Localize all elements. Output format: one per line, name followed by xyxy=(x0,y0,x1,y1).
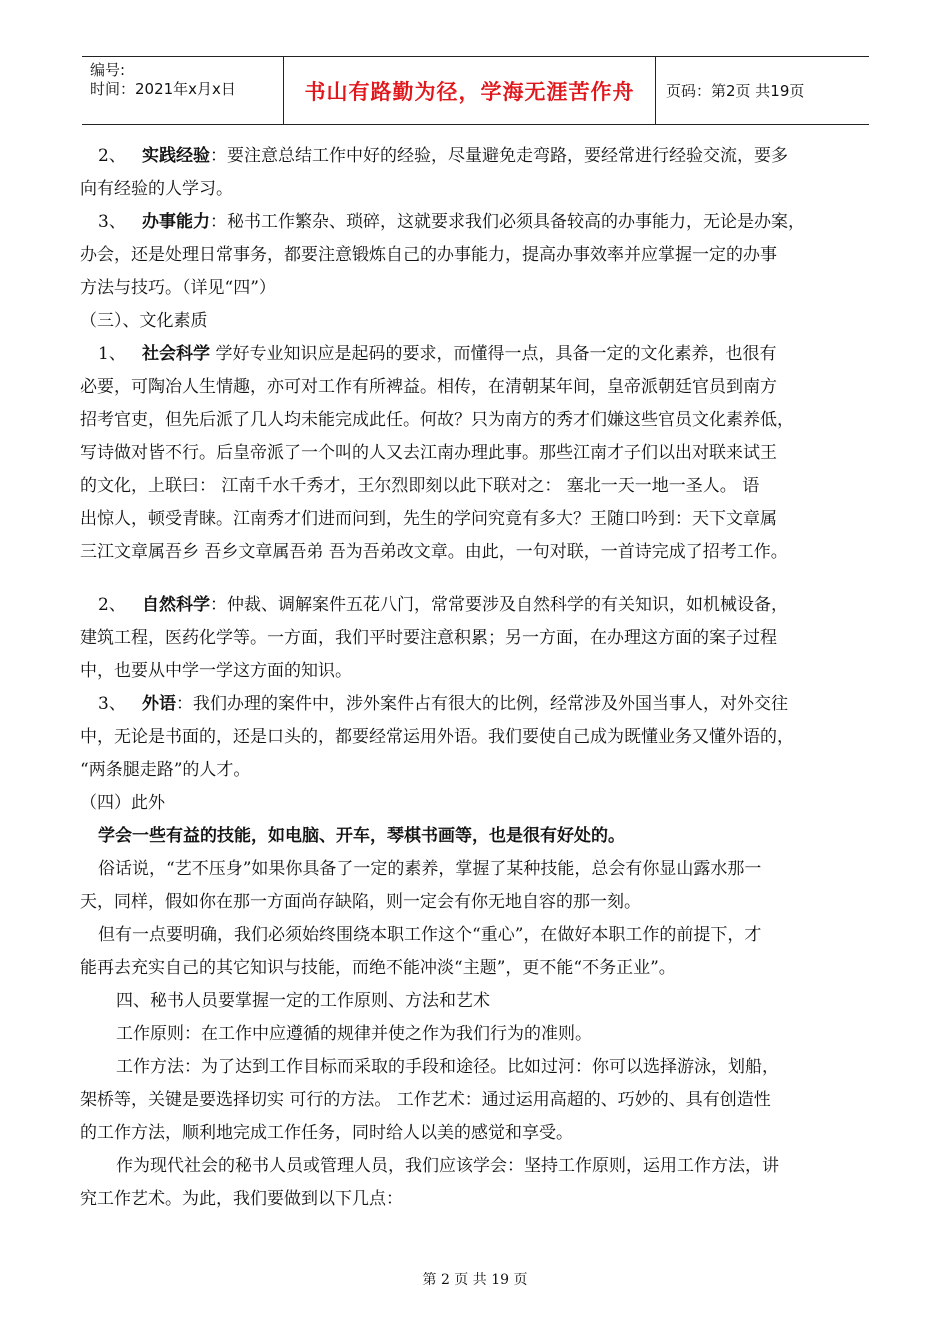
paragraph-line: 究工作艺术。为此，我们要做到以下几点： xyxy=(80,1189,403,1209)
paragraph-line: 招考官吏，但先后派了几人均未能完成此任。何故？只为南方的秀才们嫌这些官员文化素养低， xyxy=(80,410,794,430)
time-label: 时间：2021年x月x日 xyxy=(90,80,236,98)
section-heading-four: 四、秘书人员要掌握一定的工作原则、方法和艺术 xyxy=(116,991,490,1011)
paragraph-final: 作为现代社会的秘书人员或管理人员，我们应该学会：坚持工作原则，运用工作方法，讲 xyxy=(116,1156,779,1176)
paragraph-line: 向有经验的人学习。 xyxy=(80,179,233,199)
paragraph-line: 办会，还是处理日常事务，都要注意锻炼自己的办事能力，提高办事效率并应掌握一定的办事 xyxy=(80,245,777,265)
paragraph-line: 架桥等，关键是要选择切实 可行的方法。 工作艺术：通过运用高超的、巧妙的、具有创造性 xyxy=(80,1090,771,1110)
page-header xyxy=(82,56,869,125)
paragraph-line: 出惊人，顿受青睐。江南秀才们进而问到，先生的学问究竟有多大？王随口吟到：天下文章属 xyxy=(80,509,777,529)
paragraph-line: 的工作方法，顺利地完成工作任务，同时给人以美的感觉和享受。 xyxy=(80,1123,573,1143)
section-heading-other: （四）此外 xyxy=(80,793,165,813)
header-motto: 书山有路勤为径，学海无涯苦作舟 xyxy=(283,57,656,124)
paragraph-line: 中，无论是书面的，还是口头的，都要经常运用外语。我们要使自己成为既懂业务又懂外语的， xyxy=(80,727,794,747)
page-footer: 第 2 页 共 19 页 xyxy=(422,1272,528,1288)
header-left-cell xyxy=(82,57,283,124)
paragraph-practical-experience: 2、 实践经验：要注意总结工作中好的经验，尽量避免走弯路，要经常进行经验交流，要多 xyxy=(98,146,789,166)
document-body xyxy=(80,140,875,1216)
paragraph-line: 写诗做对皆不行。后皇帝派了一个叫的人又去江南办理此事。那些江南才子们以出对联来试王 xyxy=(80,443,777,463)
paragraph-line: 建筑工程，医药化学等。一方面，我们平时要注意积累；另一方面，在办理这方面的案子过程 xyxy=(80,628,777,648)
paragraph-foreign-language: 3、 外语：我们办理的案件中，涉外案件占有很大的比例，经常涉及外国当事人，对外交往 xyxy=(98,694,789,714)
paragraph-work-ability: 3、 办事能力：秘书工作繁杂、琐碎，这就要求我们必须具备较高的办事能力，无论是办案， xyxy=(98,212,806,232)
header-page-info: 页码：第2页 共19页 xyxy=(666,82,805,100)
paragraph-social-science: 1、 社会科学 学好专业知识应是起码的要求，而懂得一点，具备一定的文化素养，也很有 xyxy=(98,344,777,364)
paragraph-proverb: 俗话说，“艺不压身”如果你具备了一定的素养，掌握了某种技能，总会有你显山露水那一 xyxy=(98,859,762,879)
paragraph-line: 中，也要从中学一学这方面的知识。 xyxy=(80,661,352,681)
paragraph-line: 方法与技巧。（详见“四”） xyxy=(80,278,276,298)
number-label: 编号: xyxy=(90,61,126,79)
paragraph-method: 工作方法：为了达到工作目标而采取的手段和途径。比如过河：你可以选择游泳，划船， xyxy=(116,1057,779,1077)
paragraph-line: 的文化，上联曰： 江南千水千秀才，王尔烈即刻以此下联对之： 塞北一天一地一圣人。 语 xyxy=(80,476,760,496)
paragraph-focus: 但有一点要明确，我们必须始终围绕本职工作这个“重心”，在做好本职工作的前提下，才 xyxy=(98,925,762,945)
paragraph-principle: 工作原则：在工作中应遵循的规律并使之作为我们行为的准则。 xyxy=(116,1024,592,1044)
paragraph-natural-science: 2、 自然科学：仲裁、调解案件五花八门，常常要涉及自然科学的有关知识，如机械设备， xyxy=(98,595,789,615)
paragraph-line: “两条腿走路”的人才。 xyxy=(80,760,251,780)
paragraph-line: 能再去充实自己的其它知识与技能，而绝不能冲淡“主题”，更不能“不务正业”。 xyxy=(80,958,676,978)
section-heading-culture: （三）、文化素质 xyxy=(80,311,208,331)
paragraph-line: 三江文章属吾乡 吾乡文章属吾弟 吾为吾弟改文章。由此，一句对联，一首诗完成了招考工作。 xyxy=(80,542,788,562)
bold-statement: 学会一些有益的技能，如电脑、开车，琴棋书画等，也是很有好处的。 xyxy=(98,826,625,846)
paragraph-line: 必要，可陶冶人生情趣，亦可对工作有所裨益。相传，在清朝某年间，皇帝派朝廷官员到南方 xyxy=(80,377,777,397)
paragraph-line: 天，同样，假如你在那一方面尚存缺陷，则一定会有你无地自容的那一刻。 xyxy=(80,892,641,912)
